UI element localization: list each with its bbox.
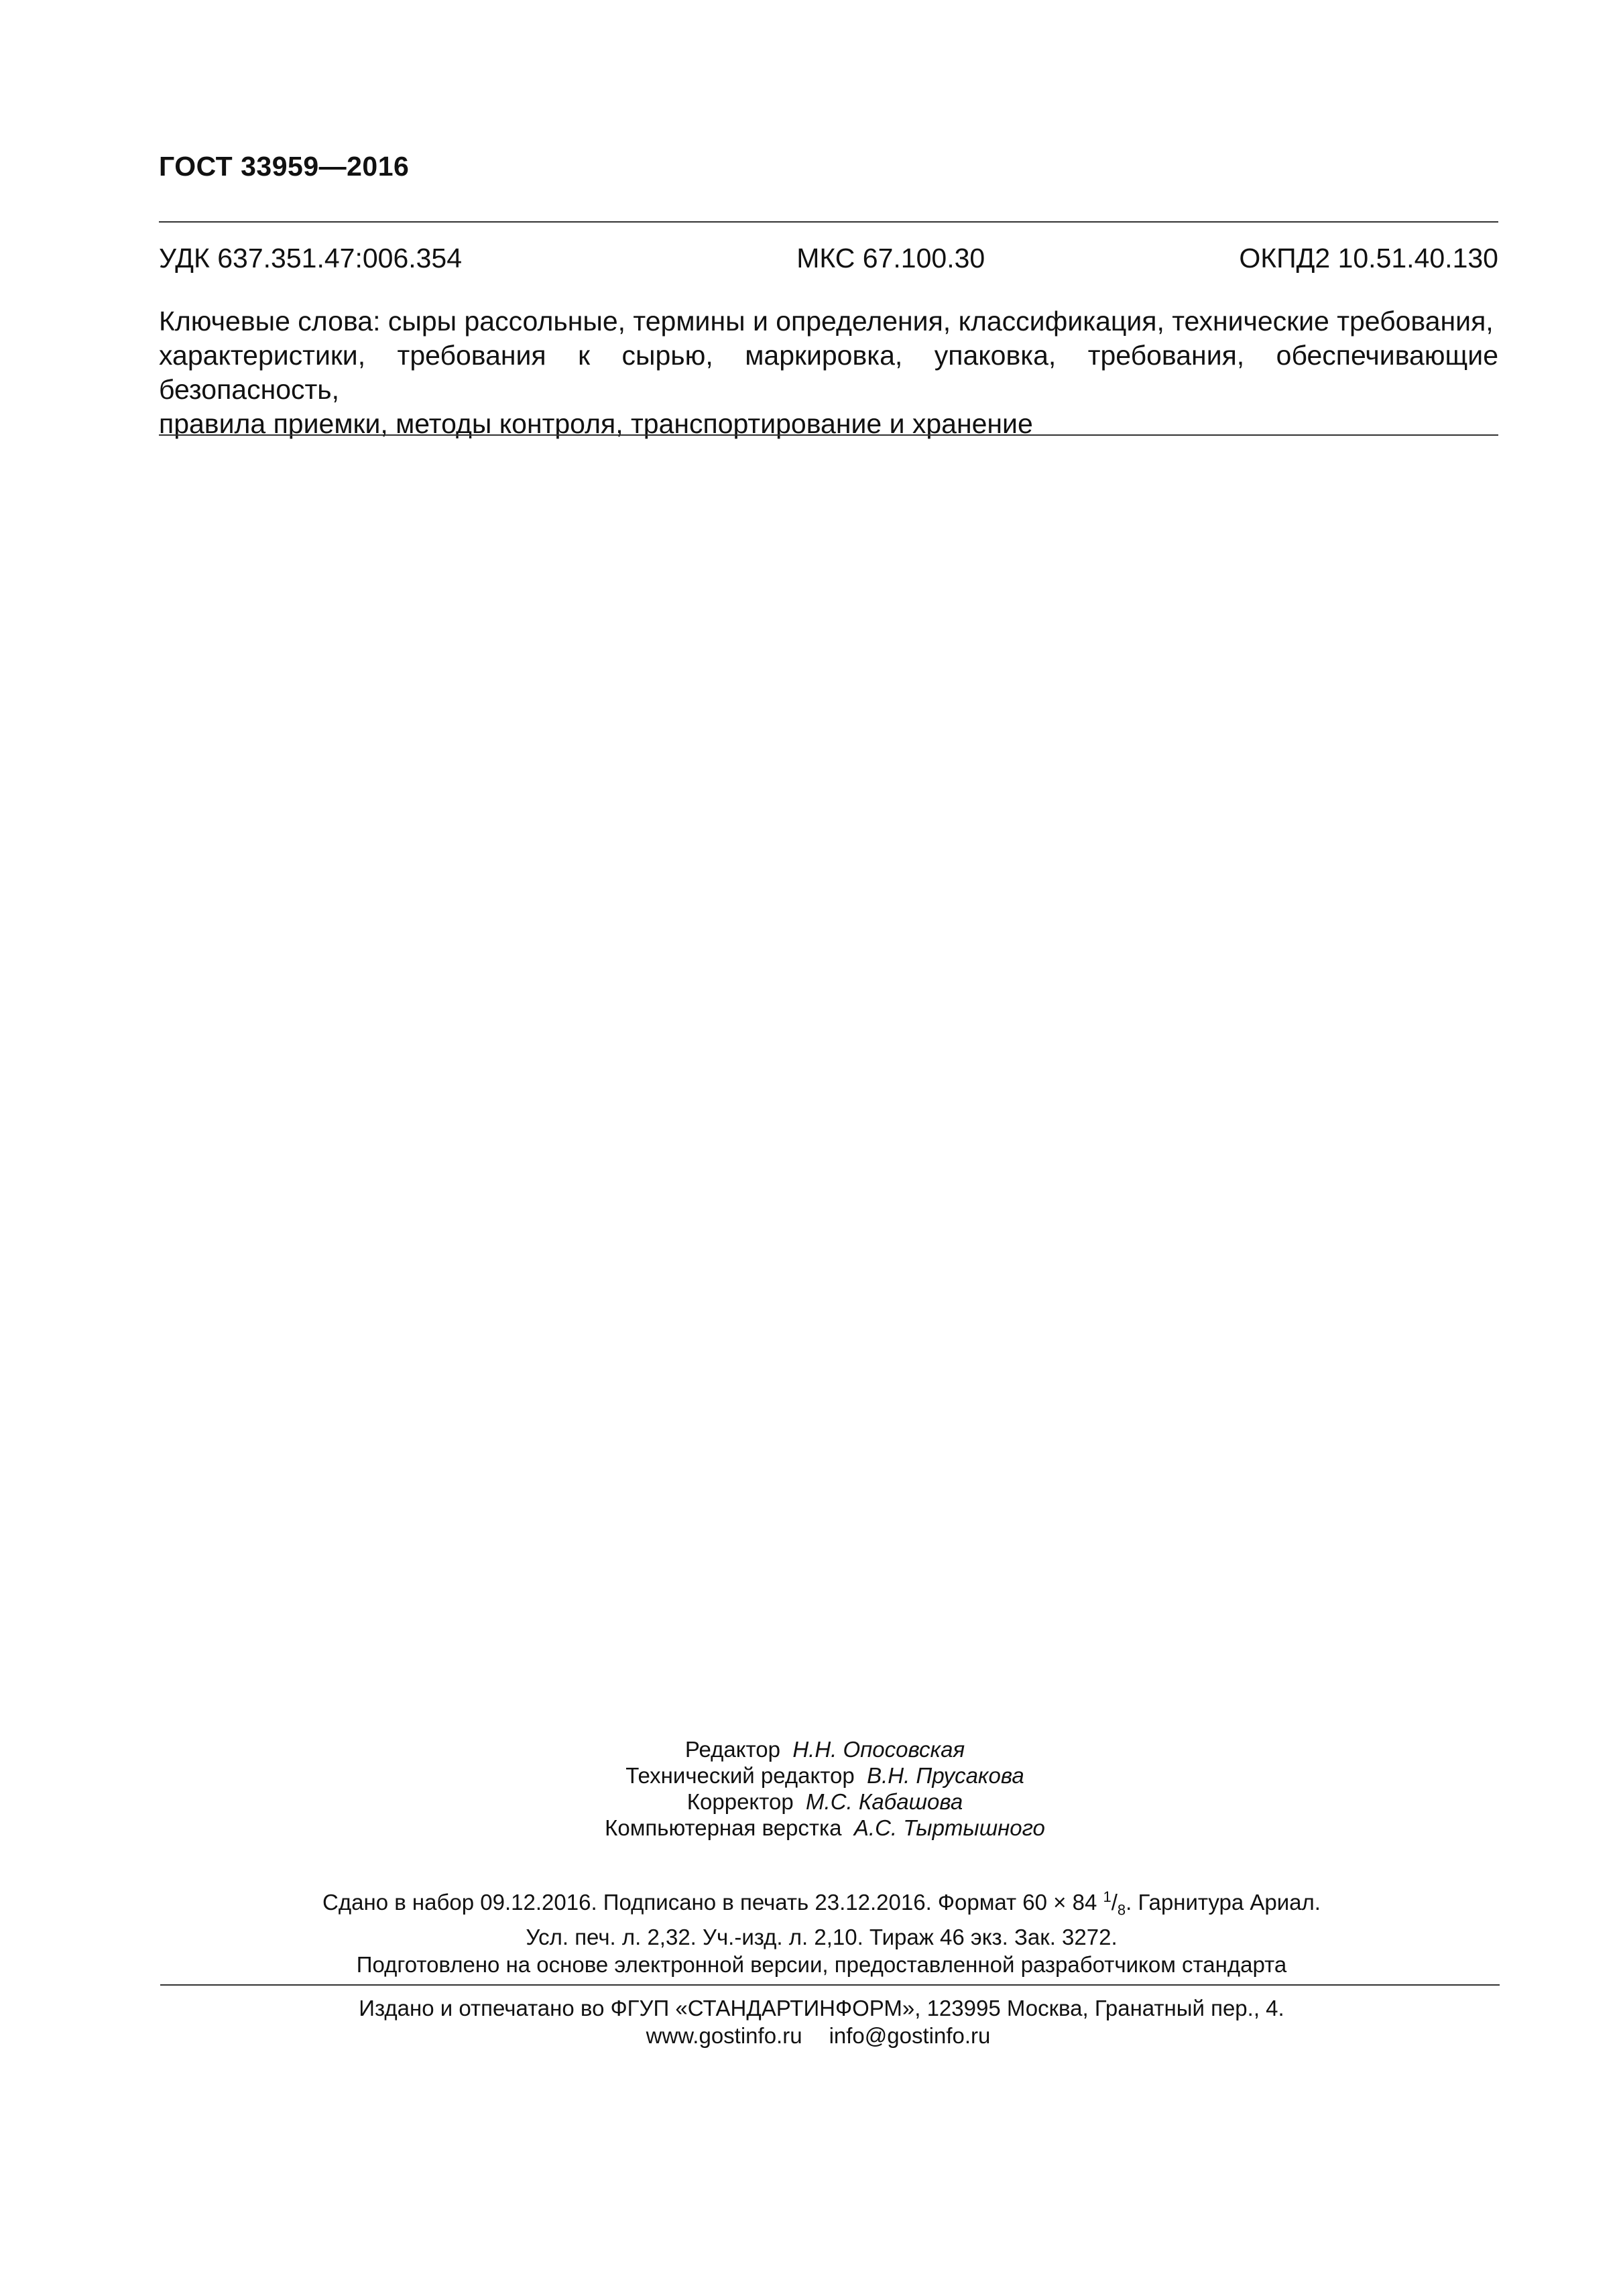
prepared-note: Подготовлено на основе электронной версии, предоставленной разработчиком стандарта	[356, 1952, 1287, 1977]
publisher-email-link[interactable]: info@gostinfo.ru	[829, 2023, 991, 2048]
publisher-block	[0, 1994, 1623, 2049]
keywords-line: характеристики, требования к сырью, маркировка, упаковка, требования, обеспечивающие безопасность,	[159, 340, 1498, 405]
mks-code: МКС 67.100.30	[796, 243, 985, 274]
credit-role: Компьютерная верстка	[605, 1815, 842, 1840]
credit-corrector	[0, 1789, 1623, 1815]
credit-tech-editor	[0, 1762, 1623, 1789]
keywords-line: правила приемки, методы контроля, транспортирование и хранение	[159, 408, 1033, 439]
udk-code: УДК 637.351.47:006.354	[159, 243, 463, 274]
keywords-block	[159, 304, 1498, 441]
imprint-block	[0, 1884, 1623, 1951]
publisher-contacts	[0, 2022, 1623, 2049]
standard-id: ГОСТ 33959—2016	[159, 151, 410, 182]
credits-block	[0, 1736, 1623, 1841]
publisher-website-link[interactable]: www.gostinfo.ru	[646, 2023, 802, 2048]
format-slash: /	[1111, 1890, 1118, 1915]
imprint-typeface: . Гарнитура Ариал.	[1126, 1890, 1321, 1915]
divider-keywords	[159, 434, 1498, 436]
imprint-line	[0, 1884, 1623, 1924]
credit-layout	[0, 1815, 1623, 1841]
imprint-dates: Сдано в набор 09.12.2016. Подписано в печать 23.12.2016. Формат 60 × 84	[322, 1890, 1103, 1915]
format-denominator: 8	[1117, 1901, 1126, 1919]
publisher-address: Издано и отпечатано во ФГУП «СТАНДАРТИНФОРМ», 123995 Москва, Гранатный пер., 4.	[359, 1996, 1284, 2020]
credit-role: Редактор	[684, 1737, 780, 1762]
classification-codes	[159, 243, 1498, 274]
okpd2-code: ОКПД2 10.51.40.130	[1239, 243, 1498, 274]
divider-publisher	[160, 1984, 1500, 1986]
credit-name: Н.Н. Опосовская	[792, 1737, 965, 1762]
imprint-line: Усл. печ. л. 2,32. Уч.-изд. л. 2,10. Тираж 46 экз. Зак. 3272.	[526, 1924, 1118, 1949]
format-numerator: 1	[1103, 1888, 1111, 1905]
credit-name: М.С. Кабашова	[806, 1789, 963, 1814]
divider-top	[159, 221, 1498, 223]
credit-name: А.С. Тыртышного	[853, 1815, 1045, 1840]
credit-role: Технический редактор	[625, 1763, 855, 1788]
credit-name: В.Н. Прусакова	[867, 1763, 1024, 1788]
credit-editor	[0, 1736, 1623, 1762]
credit-role: Корректор	[686, 1789, 794, 1814]
keywords-line: Ключевые слова: сыры рассольные, термины и определения, классификация, технические требования,	[159, 306, 1494, 337]
